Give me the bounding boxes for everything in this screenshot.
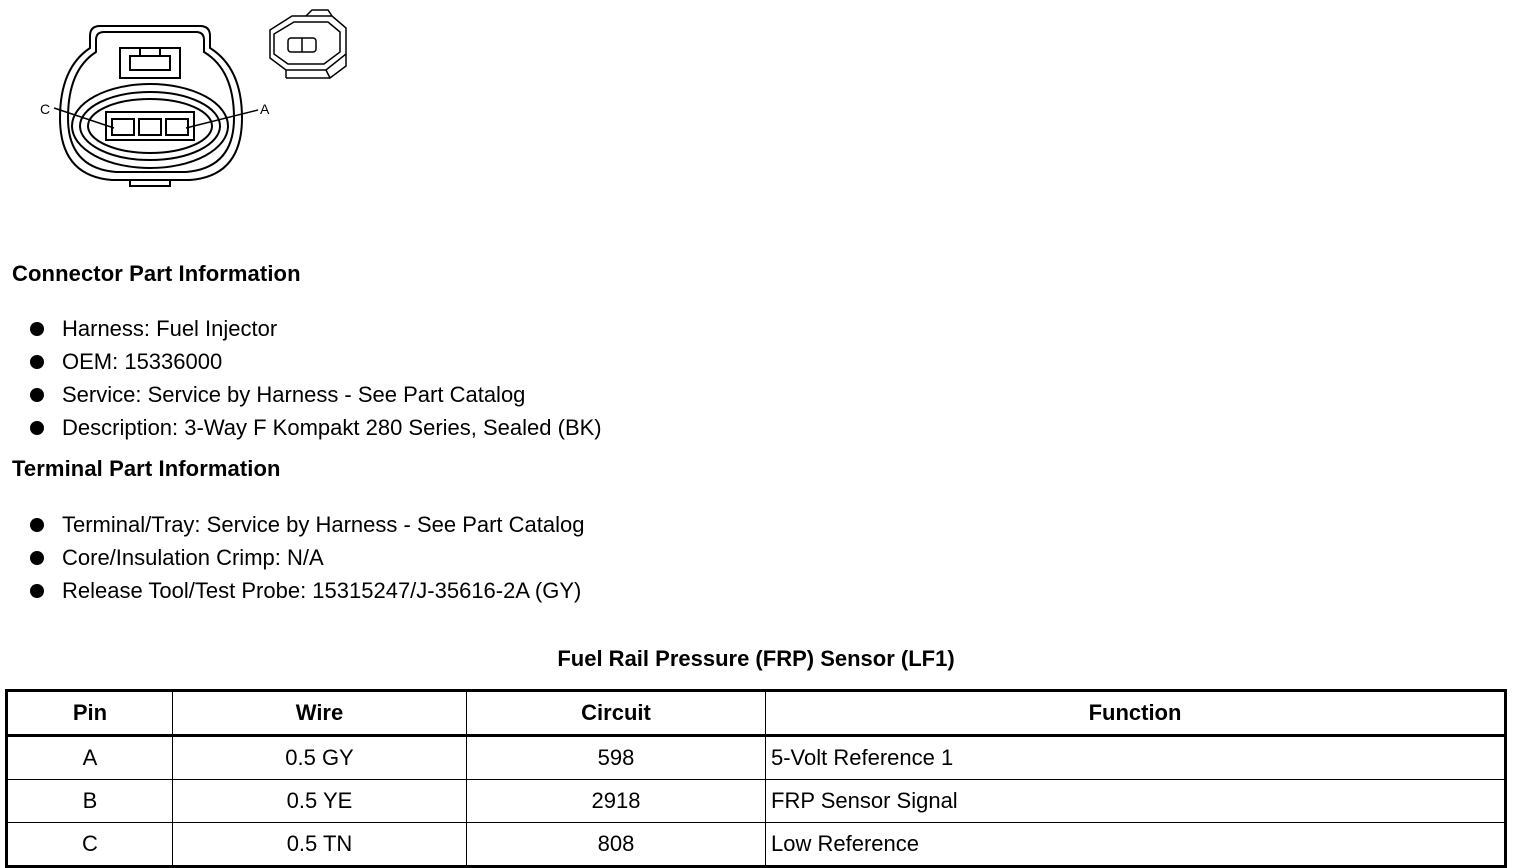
list-item: Service: Service by Harness - See Part Catalog bbox=[28, 378, 602, 411]
list-item: Release Tool/Test Probe: 15315247/J-35616-2A (GY) bbox=[28, 574, 585, 607]
bullet-icon bbox=[30, 388, 44, 402]
bullet-icon bbox=[30, 518, 44, 532]
bullet-icon bbox=[30, 421, 44, 435]
cell-pin: C bbox=[7, 823, 173, 867]
connector-info-list bbox=[28, 312, 602, 444]
cell-function: FRP Sensor Signal bbox=[766, 780, 1506, 823]
cell-pin: B bbox=[7, 780, 173, 823]
terminal-info-heading: Terminal Part Information bbox=[12, 456, 281, 481]
pin-label-a: A bbox=[260, 101, 270, 117]
cell-wire: 0.5 GY bbox=[173, 736, 467, 780]
table-header-row bbox=[7, 691, 1506, 736]
cell-function: 5-Volt Reference 1 bbox=[766, 736, 1506, 780]
bullet-icon bbox=[30, 355, 44, 369]
table-row bbox=[7, 780, 1506, 823]
connector-isometric-icon bbox=[270, 10, 346, 78]
connector-face-view-icon bbox=[54, 26, 258, 186]
bullet-icon bbox=[30, 584, 44, 598]
header-function: Function bbox=[766, 691, 1506, 736]
cell-wire: 0.5 TN bbox=[173, 823, 467, 867]
header-pin: Pin bbox=[7, 691, 173, 736]
connector-diagram bbox=[30, 8, 370, 188]
list-item: OEM: 15336000 bbox=[28, 345, 602, 378]
cell-circuit: 598 bbox=[467, 736, 766, 780]
bullet-icon bbox=[30, 322, 44, 336]
table-row bbox=[7, 823, 1506, 867]
list-item: Description: 3-Way F Kompakt 280 Series, Sealed (BK) bbox=[28, 411, 602, 444]
header-circuit: Circuit bbox=[467, 691, 766, 736]
terminal-info-list bbox=[28, 508, 585, 607]
table-row bbox=[7, 736, 1506, 780]
list-item: Terminal/Tray: Service by Harness - See Part Catalog bbox=[28, 508, 585, 541]
list-item: Core/Insulation Crimp: N/A bbox=[28, 541, 585, 574]
cell-pin: A bbox=[7, 736, 173, 780]
cell-wire: 0.5 YE bbox=[173, 780, 467, 823]
cell-circuit: 2918 bbox=[467, 780, 766, 823]
connector-info-heading: Connector Part Information bbox=[12, 261, 301, 286]
cell-function: Low Reference bbox=[766, 823, 1506, 867]
bullet-icon bbox=[30, 551, 44, 565]
pin-label-c: C bbox=[40, 101, 51, 117]
header-wire: Wire bbox=[173, 691, 467, 736]
pin-table bbox=[5, 689, 1507, 868]
pin-table-title: Fuel Rail Pressure (FRP) Sensor (LF1) bbox=[557, 646, 955, 671]
cell-circuit: 808 bbox=[467, 823, 766, 867]
list-item: Harness: Fuel Injector bbox=[28, 312, 602, 345]
